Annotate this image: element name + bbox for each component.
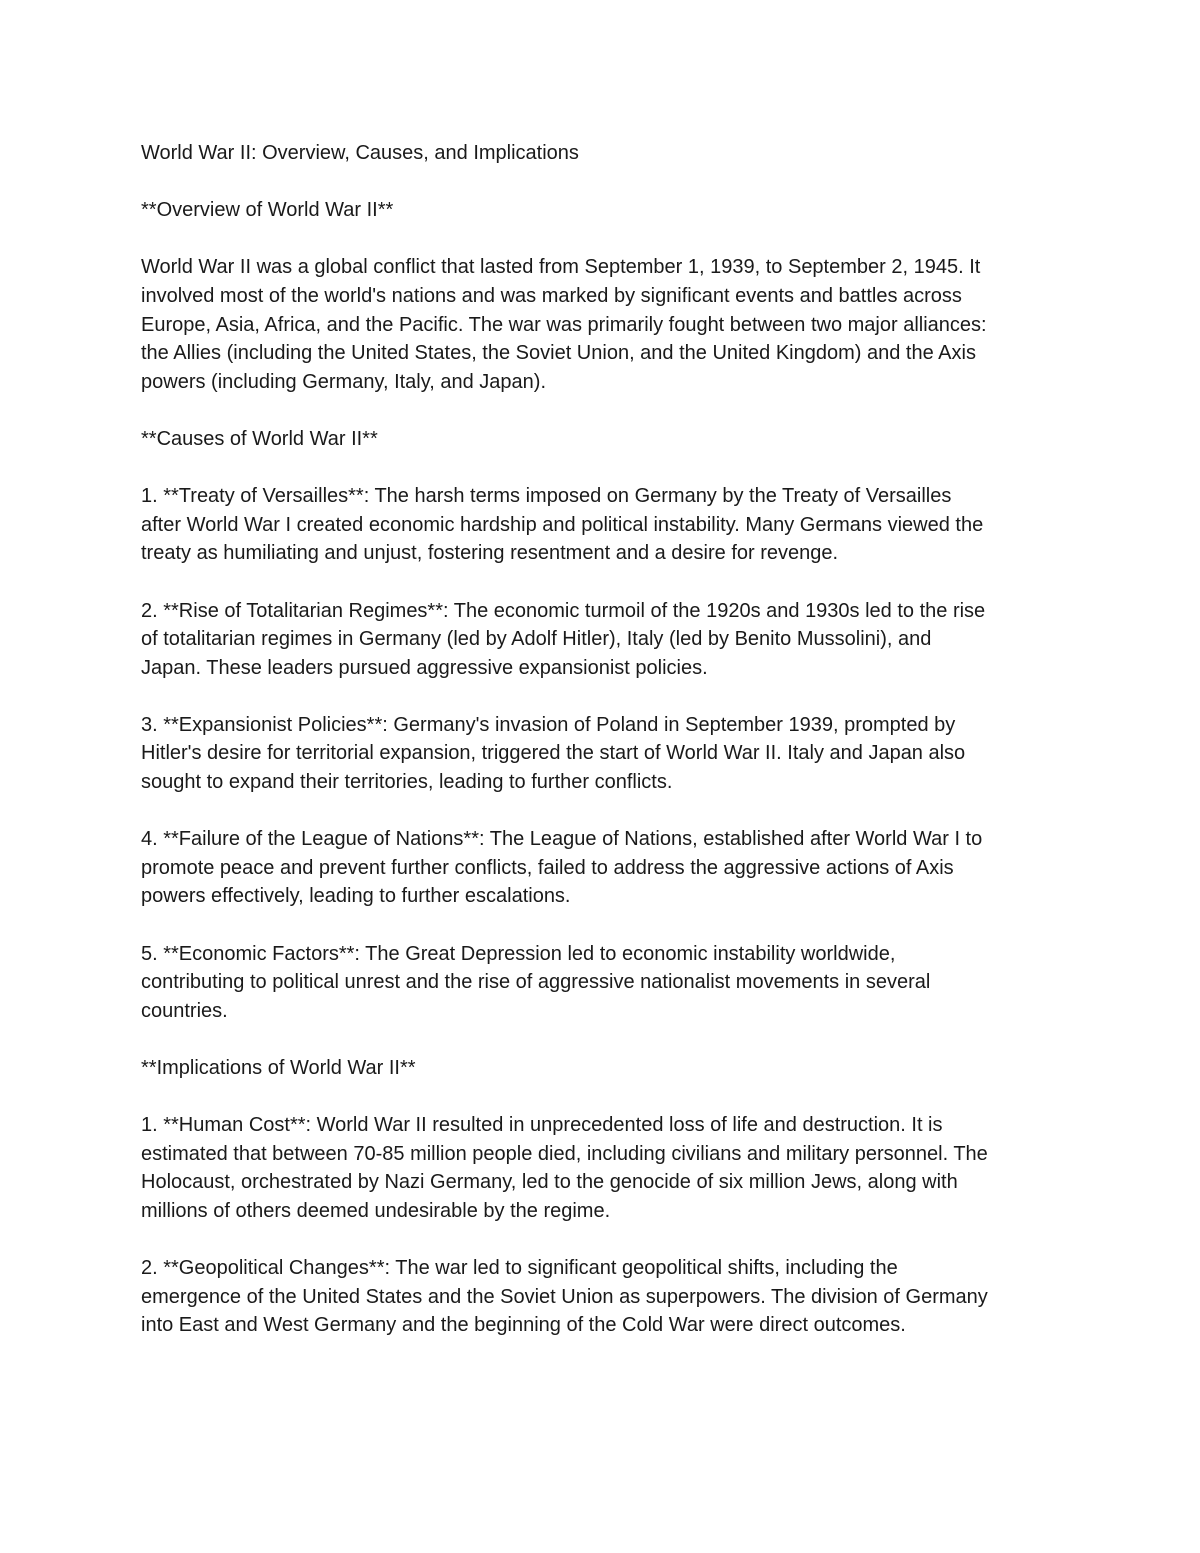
- cause-item-2: 2. **Rise of Totalitarian Regimes**: The economic turmoil of the 1920s and 1930s led to the rise of totalitarian regimes in Germany (led by Adolf Hitler), Italy (led by Benito Mussolini), and Japan. These leaders pursued aggressive expansionist policies.: [141, 599, 986, 679]
- overview-paragraph: World War II was a global conflict that lasted from September 1, 1939, to September 2, 1945. It involved most of the world's nations and was marked by significant events and battles across Europe, Asia, Africa, and the Pacific. The war was primarily fought between two major alliances: the Allies (including the United States, the Soviet Union, and the United Kingdom) and the Axis powers (including Germany, Italy, and Japan).: [141, 256, 987, 393]
- cause-item-5: 5. **Economic Factors**: The Great Depression led to economic instability worldwide, contributing to political unrest and the rise of aggressive nationalist movements in several countries.: [141, 942, 931, 1022]
- implications-heading: **Implications of World War II**: [141, 1057, 416, 1079]
- causes-heading: **Causes of World War II**: [141, 427, 378, 450]
- document-body: [141, 139, 1071, 1369]
- cause-item-3: 3. **Expansionist Policies**: Germany's invasion of Poland in September 1939, prompted by Hitler's desire for territorial expansion, triggered the start of World War II. Italy and Japan also sought to expand their territories, leading to further conflicts.: [141, 713, 966, 794]
- cause-item-1: 1. **Treaty of Versailles**: The harsh terms imposed on Germany by the Treaty of Versailles after World War I created economic hardship and political instability. Many Germans viewed the treaty as humiliating and unjust, fostering resentment and a desire for revenge.: [141, 485, 984, 565]
- implication-item-2: 2. **Geopolitical Changes**: The war led to significant geopolitical shifts, including the emergence of the United States and the Soviet Union as superpowers. The division of Germany into East and West Germany and the beginning of the Cold War were direct outcomes.: [141, 1257, 988, 1337]
- implication-item-1: 1. **Human Cost**: World War II resulted in unprecedented loss of life and destruction. It is estimated that between 70-85 million people died, including civilians and military personnel. The Holocaust, orchestrated by Nazi Germany, led to the genocide of six million Jews, along with millions of others deemed undesirable by the regime.: [141, 1114, 988, 1222]
- document-title: World War II: Overview, Causes, and Implications: [141, 142, 579, 164]
- overview-heading: **Overview of World War II**: [141, 199, 394, 222]
- cause-item-4: 4. **Failure of the League of Nations**: The League of Nations, established after World War I to promote peace and prevent further conflicts, failed to address the aggressive actions of Axis powers effectively, leading to further escalations.: [141, 828, 983, 908]
